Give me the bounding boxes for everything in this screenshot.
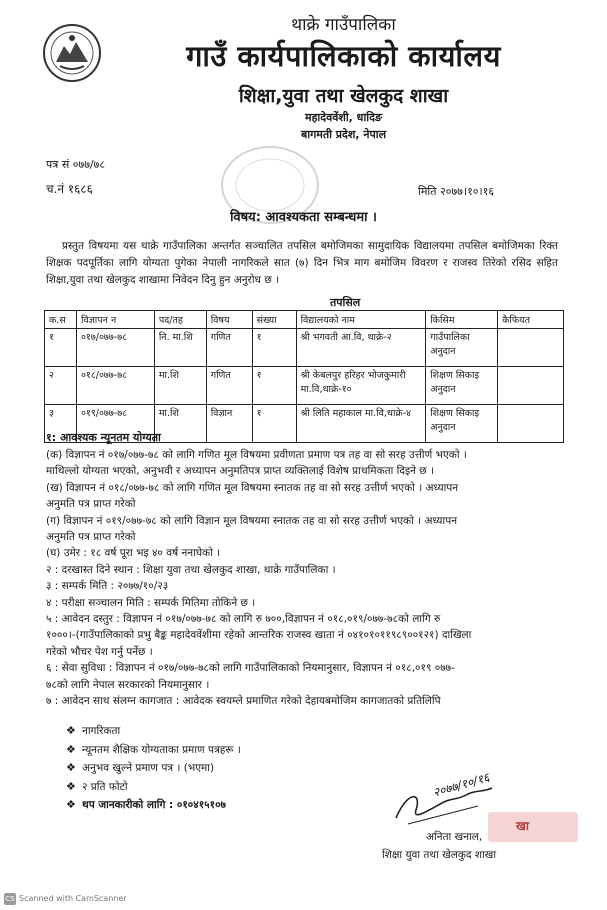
requirement-line: (ग) विज्ञापन नं ०१९/०७७-७८ को लागि विज्ञान मूल विषयमा स्नातक तह वा सो सरह उत्तीर्ण भएको । अध्यापन	[46, 514, 458, 527]
requirement-line: (क) विज्ञापन नं ०१७/०७७-७८ को लागि गणित मूल विषयमा प्रवीणता प्रमाण पत्र तह वा सो सरह उत्तीर्ण भएको ।	[46, 449, 467, 461]
table-cell: ३	[45, 405, 77, 443]
requirement-line: अनुमति पत्र प्राप्त गरेको	[46, 531, 136, 544]
header-cell: किसिम	[426, 311, 498, 329]
intro-paragraph: प्रस्तुत विषयमा यस थाक्रे गाउँपालिका अन्तर्गत सञ्चालित तपसिल बमोजिमका सामुदायिक विद्यालयमा तपसिल बमोजिमका रिक्त शिक्षक पदपूर्तिका लागि योग्यता पुगेका नेपाली नागरिकले सात (७) दिन भित्र माग बमोजिम विवरण र राजस्व तिरेको रसिद सहित शिक्षा,युवा तथा खेलकुद शाखामा निवेदन दिनु हुन अनुरोध छ ।	[46, 240, 558, 286]
table-cell: १	[252, 329, 296, 367]
requirement-line: १०००।-(गाउँपालिकाको प्रभु बैङ्क महादेववेंशीमा रहेको आन्तरिक राजस्व खाता नं ०४१०१०११९८९००१२१) दाखिला	[46, 629, 472, 642]
table-cell: गणित	[206, 367, 252, 405]
requirement-line: गरेको भौचर पेश गर्नु पर्नेछ ।	[46, 645, 153, 658]
office-stamp-text: खा	[516, 819, 529, 833]
header-cell: क.स	[45, 311, 77, 329]
table-cell: श्री केबलपुर हरिहर भोजकुमारी मा.वि,थाक्रे-१०	[296, 367, 426, 405]
table-row	[45, 367, 564, 405]
letter-date: मिति २०७७।१०।१६	[418, 185, 495, 198]
diamond-bullet-icon: ❖	[66, 742, 76, 756]
document-item: अनुभव खुल्ने प्रमाण पत्र । (भएमा)	[82, 762, 215, 775]
table-cell: नि. मा.शि	[154, 329, 206, 367]
table-header-row	[45, 311, 564, 329]
signatory-name: अनिता खनाल,	[426, 831, 483, 843]
requirement-line: २ : दरखास्त दिने स्थान : शिक्षा युवा तथा खेलकुद शाखा, थाक्रे गाउँपालिका ।	[46, 563, 336, 576]
table-cell: १	[45, 329, 77, 367]
diamond-bullet-icon: ❖	[66, 761, 76, 775]
table-cell: गाउँपालिका अनुदान	[426, 329, 498, 367]
table-cell	[498, 329, 564, 367]
table-cell: श्री भगवती आ.वि, थाक्रे-२	[296, 329, 426, 367]
signatory-office: शिक्षा युवा तथा खेलकुद शाखा	[382, 849, 497, 861]
diamond-bullet-icon: ❖	[66, 798, 76, 812]
table-cell: १	[252, 367, 296, 405]
table-cell	[498, 405, 564, 443]
dispatch-number: च.नं १६८६	[46, 182, 93, 196]
municipality-name: थाक्रे गाउँपालिका	[291, 15, 396, 35]
table-cell: ०१७/०७७-७८	[76, 329, 154, 367]
list-item	[66, 797, 241, 813]
list-item	[66, 723, 241, 739]
header-cell: कैफियत	[498, 311, 564, 329]
diamond-bullet-icon: ❖	[66, 724, 76, 737]
requirement-line: ४ : परीक्षा सञ्चालन मिति : सम्पर्क मितिमा तोकिने छ ।	[46, 596, 256, 609]
requirement-line: ७८को लागि नेपाल सरकारको नियमानुसार ।	[46, 678, 210, 691]
scanner-watermark	[4, 893, 127, 905]
requirement-line: (घ) उमेर : १८ वर्ष पूरा भइ ४० वर्ष ननाघेको ।	[46, 547, 221, 560]
header-cell: विषय	[206, 311, 252, 329]
table-cell: शिक्षण सिकाइ अनुदान	[426, 405, 498, 443]
header-cell: विद्यालयको नाम	[296, 311, 426, 329]
office-stamp	[488, 812, 578, 842]
document-item: नागरिकता	[82, 725, 121, 737]
diamond-bullet-icon: ❖	[66, 779, 76, 793]
requirements-list	[46, 447, 558, 710]
qualification-heading: १: आवश्यक न्यूनतम योग्यता	[46, 431, 161, 444]
table-title: तपसिल	[330, 296, 361, 309]
vacancy-table	[44, 310, 564, 443]
requirement-line: ७ : आवेदन साथ संलग्न कागजात : आवेदक स्वयम्ले प्रमाणित गरेको देहायबमोजिम कागजातको प्रतिलिपि	[46, 695, 441, 708]
table-cell: गणित	[206, 329, 252, 367]
table-cell	[498, 367, 564, 405]
handwritten-date: २०७७/१०/१६	[431, 770, 491, 800]
camscanner-logo-icon: CS	[5, 895, 15, 903]
list-item	[66, 742, 241, 758]
requirement-line: ६ : सेवा सुविधा : विज्ञापन नं ०१७/०७७-७८को लागि गाउँपालिकाको नियमानुसार, विज्ञापन नं ०१८,०१९ ०७७-	[46, 662, 455, 675]
table-cell: ०१९/०७७-७८	[76, 405, 154, 443]
list-item	[66, 760, 241, 776]
letter-reference-number: पत्र सं ०७७/७८	[46, 158, 106, 171]
table-cell: विज्ञान	[206, 405, 252, 443]
table-cell: मा.शि	[154, 405, 206, 443]
table-row	[45, 329, 564, 367]
section-title: शिक्षा,युवा तथा खेलकुद शाखा	[238, 85, 449, 107]
requirement-line: ५ : आवेदन दस्तुर : विज्ञापन नं ०१७/०७७-७८ को लागि रु ७००,विज्ञापन नं ०१८,०१९/०७७-७८को लागि रु	[46, 613, 441, 626]
table-cell: शिक्षण सिकाइ अनुदान	[426, 367, 498, 405]
table-cell: मा.शि	[154, 367, 206, 405]
table-cell: श्री लिति महाकाल मा.वि,थाक्रे-४	[296, 405, 426, 443]
office-title: गाउँ कार्यपालिकाको कार्यालय	[186, 39, 501, 73]
requirement-line: (ख) विज्ञापन नं ०१८/०७७-७८ को लागि गणित मूल विषयमा स्नातक तह वा सो सरह उत्तीर्ण भएको । अध्यापन	[46, 481, 459, 494]
header-cell: विज्ञापन न	[76, 311, 154, 329]
header-cell: पद/तह	[154, 311, 206, 329]
scanner-watermark-text: Scanned with CamScanner	[19, 894, 127, 903]
header-cell: संख्या	[252, 311, 296, 329]
table-cell: २	[45, 367, 77, 405]
attached-documents-list	[66, 723, 241, 816]
subject-line: विषय: आवश्यकता सम्बन्धमा ।	[230, 210, 377, 225]
contact-line: थप जानकारीको लागि : ०१०४१५१०७	[82, 799, 227, 812]
requirement-line: अनुमति पत्र प्राप्त गरेको	[46, 498, 136, 511]
table-cell: ०१८/०७७-७८	[76, 367, 154, 405]
document-item: न्यूनतम शैक्षिक योग्यताका प्रमाण पत्रहरू ।	[82, 743, 241, 756]
table-cell: १	[252, 405, 296, 443]
list-item	[66, 779, 241, 795]
address-line-1: महादेववेंशी, धादिङ	[305, 111, 382, 124]
document-item: २ प्रति फोटो	[82, 780, 128, 793]
address-line-2: बागमती प्रदेश, नेपाल	[300, 128, 387, 141]
requirement-line: ३ : सम्पर्क मिति : २०७७/१०/२३	[46, 580, 169, 593]
requirement-line: माथिल्लो योग्यता भएको, अनुभवी र अध्यापन अनुमतिपत्र प्राप्त व्यक्तिलाई विशेष प्राथमिकता दिइने छ ।	[46, 465, 434, 478]
